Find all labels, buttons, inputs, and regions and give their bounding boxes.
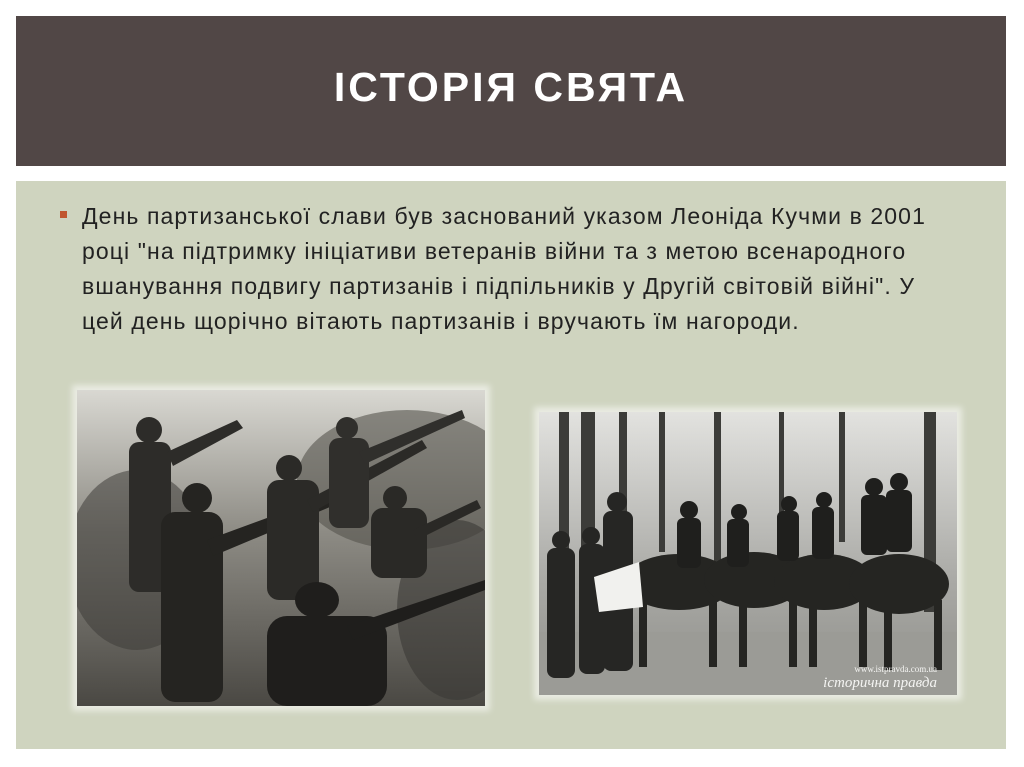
title-bar [16,16,1006,166]
bullet-square-icon [60,211,67,218]
photo-partisans-aiming [77,390,485,706]
bullet-text: День партизанської слави був заснований указом Леоніда Кучми в 2001 році "на підтримку ініціативи ветеранів війни та з метою всенародного вшанування подвигу партизанів і підпільників у Другій світовій війні". У цей день щорічно вітають партизанів і вручають їм нагороди. [82,203,926,334]
slide-title: ІСТОРІЯ СВЯТА [333,63,689,110]
photo-partisans-on-horseback-image [539,412,957,695]
bullet-item [60,199,940,339]
photo-partisans-on-horseback [539,412,957,695]
watermark-name: історична правда [823,674,937,691]
content-panel [16,181,1006,749]
watermark-url: www.istpravda.com.ua [854,663,937,674]
photo-partisans-aiming-image [77,390,485,706]
photo-watermark [823,665,937,691]
